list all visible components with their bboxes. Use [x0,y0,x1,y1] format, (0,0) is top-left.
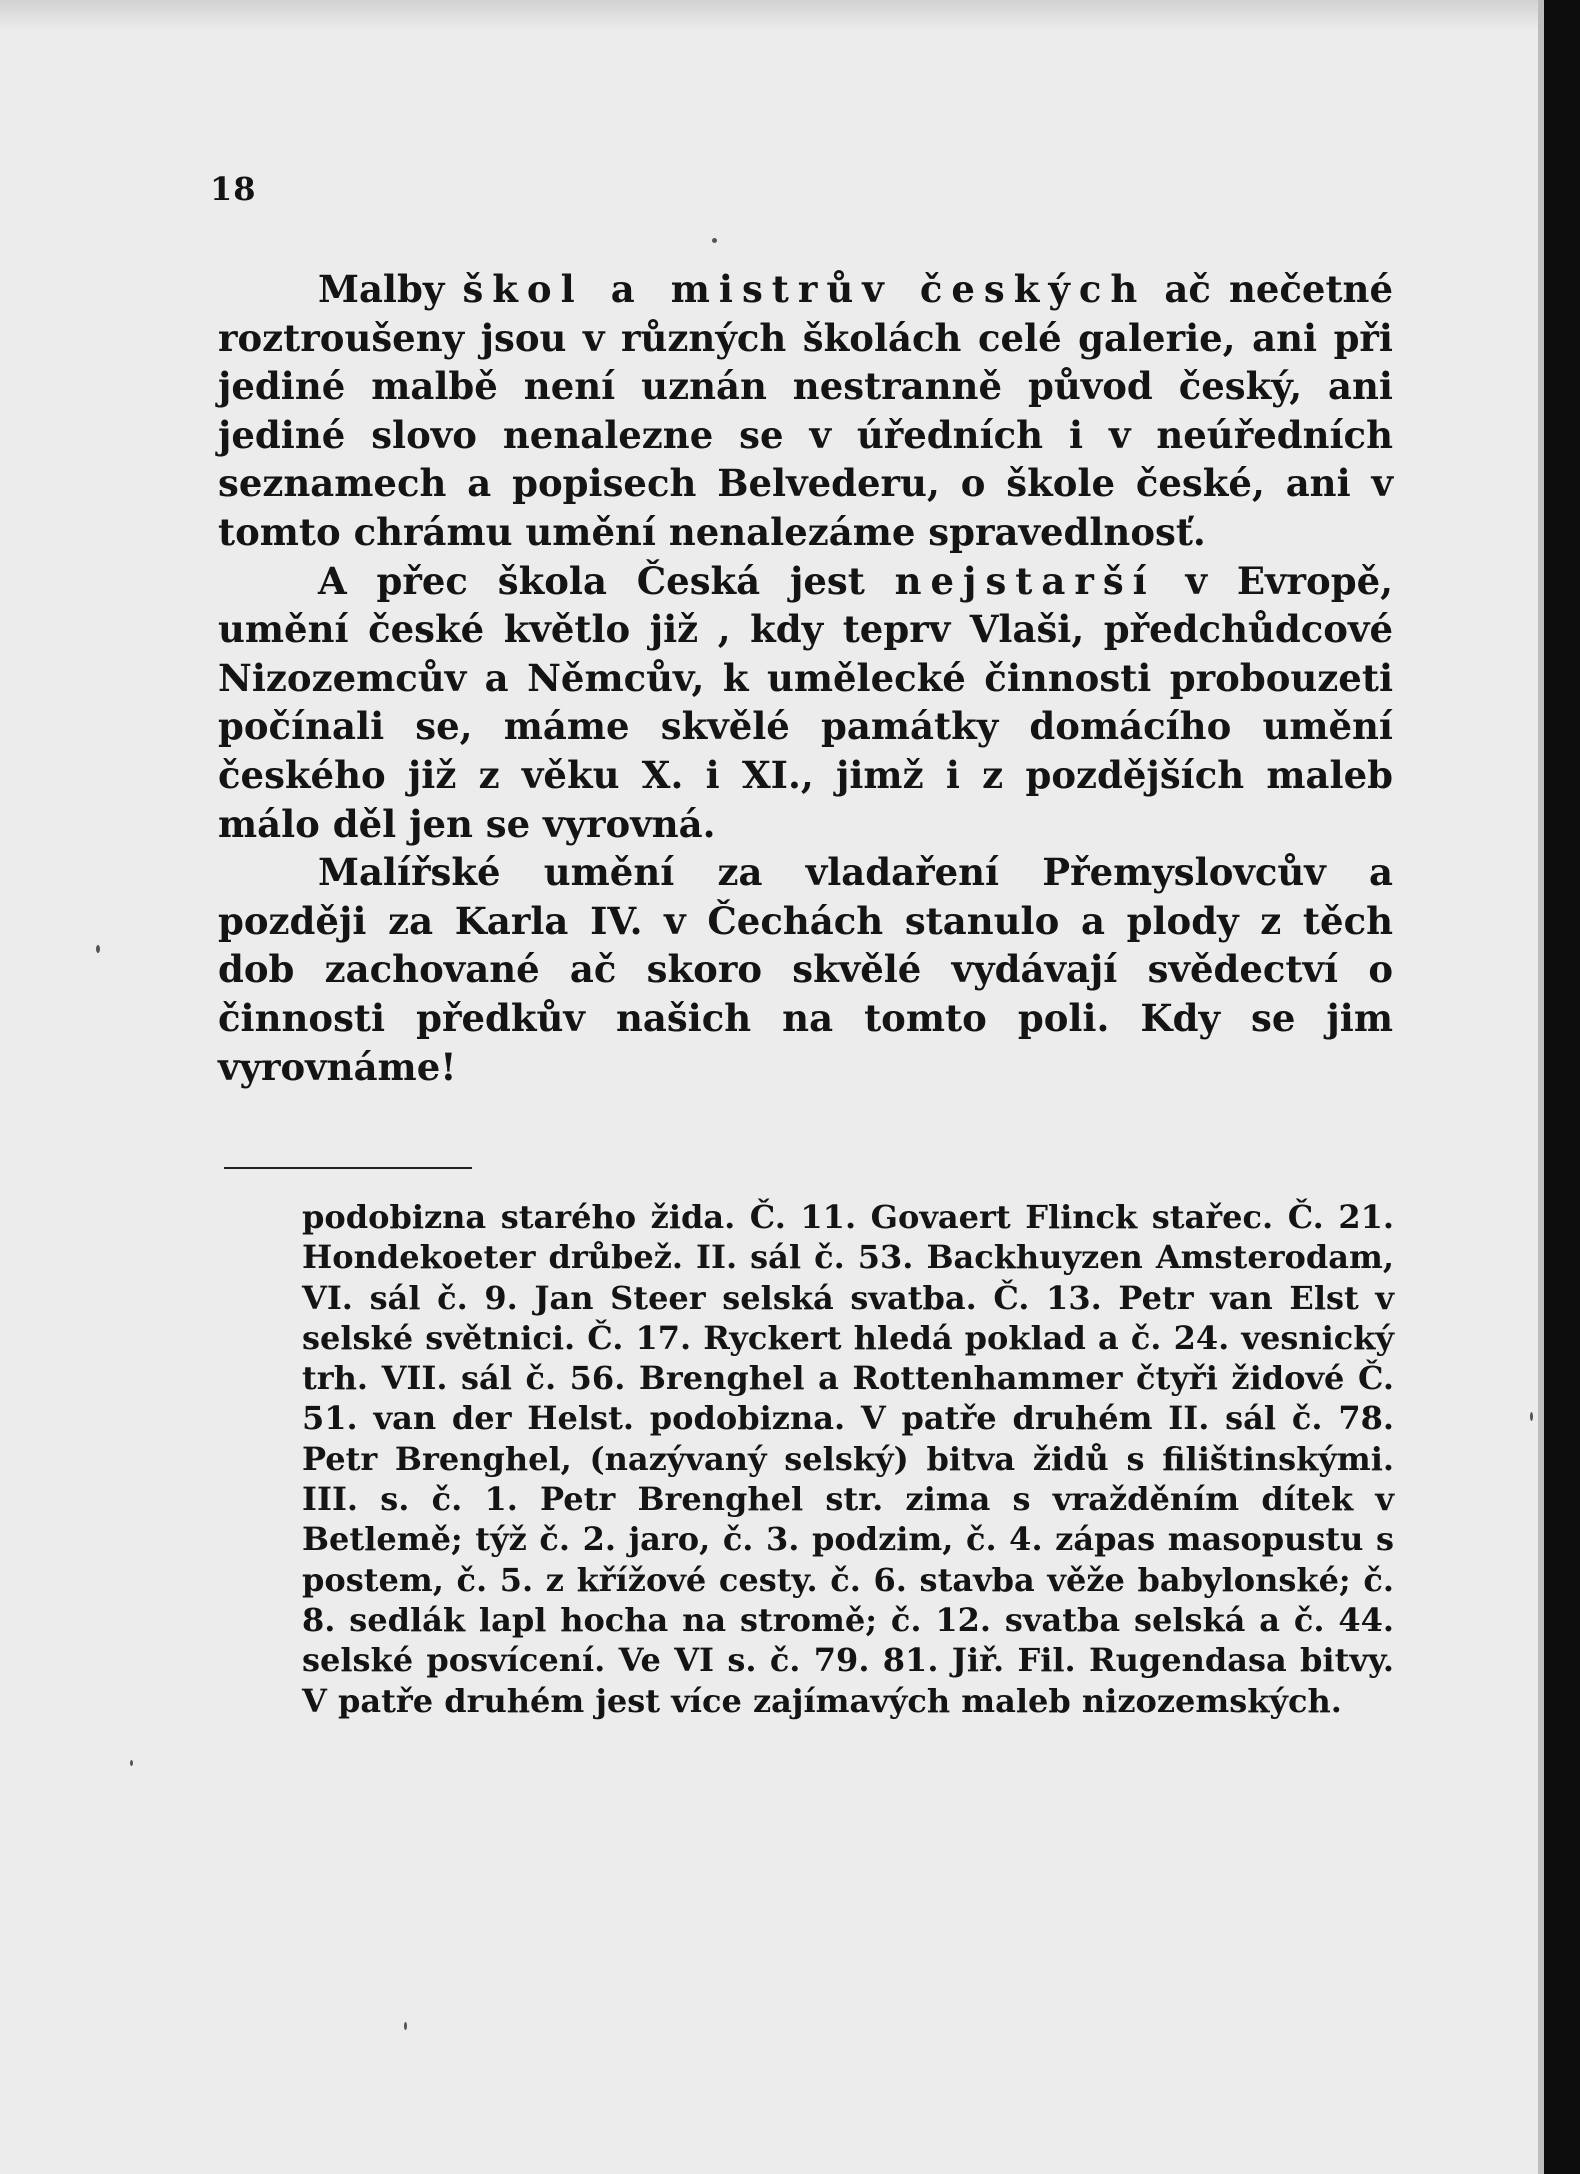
footnote-text: podobizna starého žida. Č. 11. Govaert Flinck stařec. Č. 21. Hondekoeter drůbež. II. sál č. 53. Backhuyzen Amsterodam, VI. sál č. 9. Jan Steer selská svatba. Č. 13. Petr van Elst v selské světnici. Č. 17. Ryckert hledá poklad a č. 24. vesnický trh. VII. sál č. 56. Brenghel a Rottenhammer čtyři židové Č. 51. van der Helst. podobizna. V patře druhém II. sál č. 78. Petr Brenghel, (nazývaný selský) bitva židů s filištinskými. III. s. č. 1. Petr Brenghel str. zima s vražděním dítek v Betlemě; týž č. 2. jaro, č. 3. podzim, č. 4. zápas masopustu s postem, č. 5. z křížové cesty. č. 6. stavba věže babylonské; č. 8. sedlák lapl hocha na stromě; č. 12. svatba selská a č. 44. selské posvícení. Ve VI s. č. 79. 81. Jiř. Fil. Rugendasa bitvy. V patře druhém jest více zajímavých maleb nizozemských. [302,1198,1394,1720]
print-speck [1530,1412,1533,1421]
footnote [302,1197,1394,1721]
footnote-separator [224,1167,472,1169]
emphasis: škol a mistrův českých [462,267,1147,311]
scan-border [1544,0,1580,2174]
page-number: 18 [210,170,257,208]
paragraph: Malby škol a mistrův českých ač nečetné roztroušeny jsou v různých školách celé galerie, ani při jediné malbě není uznán nestranně původ český, ani jediné slovo nenalezne se v úředních i v neúředních seznamech a popisech Belvederu, o škole české, ani v tomto chrámu umění nenalezáme spravedlnosť. [218,267,1393,554]
paragraph: A přec škola Česká jest nejstarší v Evropě, umění české květlo již , kdy teprv Vlaši, předchůdcové Nizozemcův a Němcův, k umělecké činnosti probouzeti počínali se, máme skvělé památky domácího umění českého již z věku X. i XI., jimž i z pozdějších maleb málo děl jen se vyrovná. [218,558,1393,846]
print-speck [404,2022,407,2030]
paragraph: Malířské umění za vladaření Přemyslovcův a později za Karla IV. v Čechách stanulo a plody z těch dob zachované ač skoro skvělé vydávají svědectví o činnosti předkův našich na tomto poli. Kdy se jim vyrovnáme! [218,850,1393,1089]
page-top-shadow [0,0,1544,30]
main-text [218,265,1393,1091]
emphasis: nejstarší [894,558,1156,603]
print-speck [130,1760,133,1766]
print-speck [96,945,100,953]
print-speck [712,238,717,243]
